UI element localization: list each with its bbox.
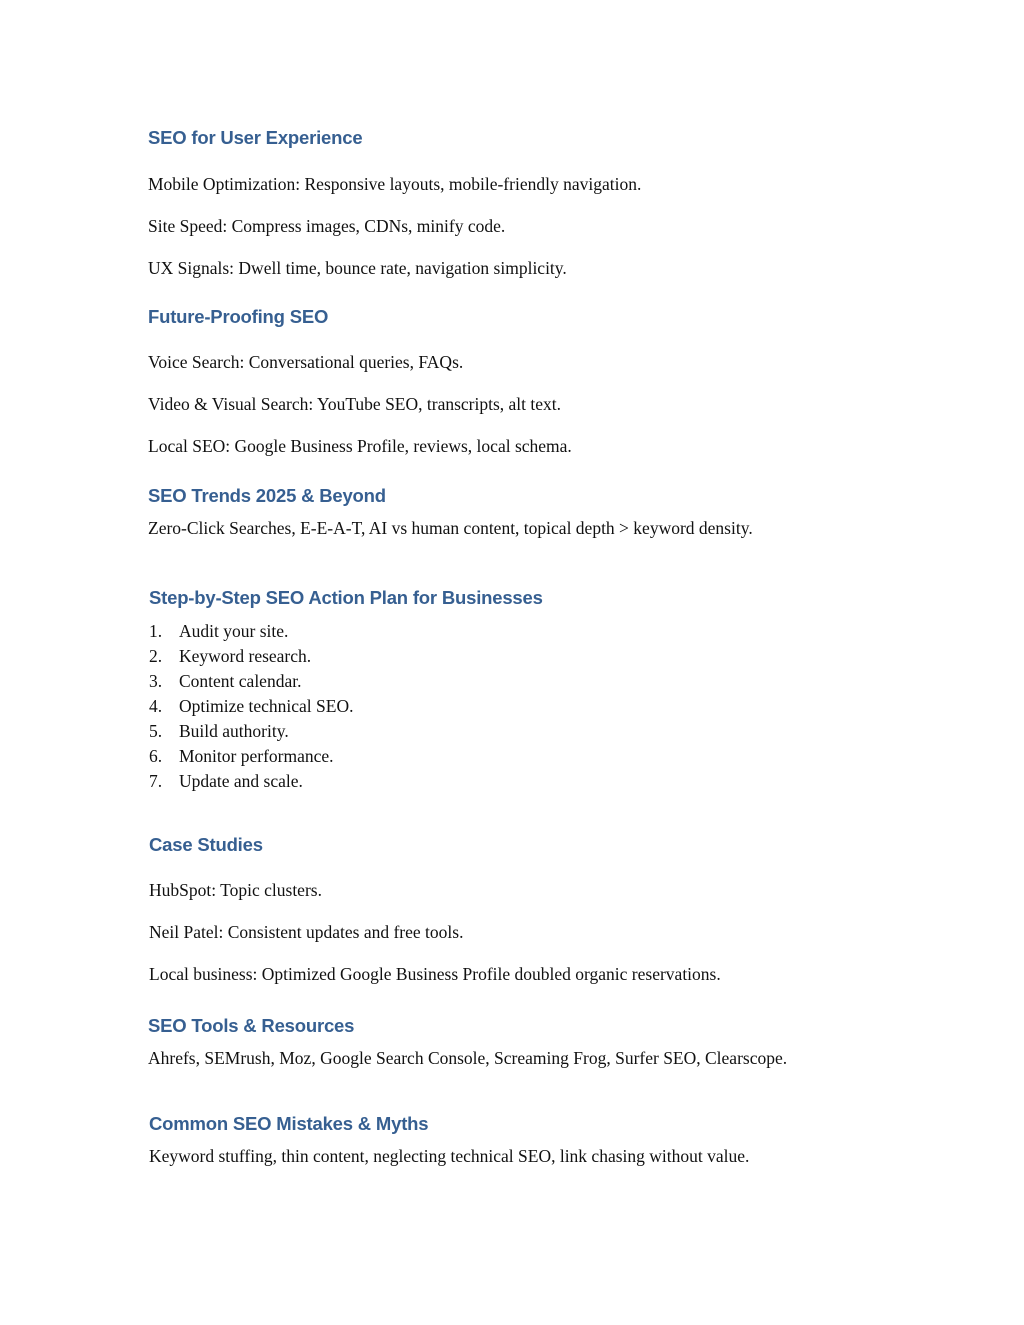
paragraph: Mobile Optimization: Responsive layouts, mobile-friendly navigation. [148, 174, 642, 194]
list-item [149, 770, 303, 792]
heading-seo-user-experience: SEO for User Experience [148, 127, 363, 148]
list-number: 1. [149, 621, 163, 641]
heading-common-mistakes: Common SEO Mistakes & Myths [149, 1113, 429, 1134]
list-number: 7. [149, 771, 163, 791]
list-number: 5. [149, 721, 163, 741]
list-item [149, 670, 301, 692]
heading-case-studies: Case Studies [149, 834, 263, 855]
list-number: 3. [149, 671, 163, 691]
list-text: Optimize technical SEO. [179, 696, 354, 716]
paragraph: Local SEO: Google Business Profile, reviews, local schema. [148, 436, 572, 456]
list-text: Audit your site. [179, 621, 289, 641]
list-text: Build authority. [179, 721, 289, 741]
list-number: 6. [149, 746, 163, 766]
paragraph: Neil Patel: Consistent updates and free tools. [149, 922, 464, 942]
heading-future-proofing: Future-Proofing SEO [148, 306, 329, 327]
paragraph: Video & Visual Search: YouTube SEO, transcripts, alt text. [148, 394, 562, 414]
heading-seo-trends: SEO Trends 2025 & Beyond [148, 485, 386, 506]
paragraph: UX Signals: Dwell time, bounce rate, navigation simplicity. [148, 258, 567, 278]
paragraph: Keyword stuffing, thin content, neglecting technical SEO, link chasing without value. [149, 1146, 750, 1166]
paragraph: Local business: Optimized Google Business Profile doubled organic reservations. [149, 964, 721, 984]
list-number: 2. [149, 646, 163, 666]
paragraph: Ahrefs, SEMrush, Moz, Google Search Console, Screaming Frog, Surfer SEO, Clearscope. [148, 1048, 788, 1068]
list-text: Update and scale. [179, 771, 303, 791]
paragraph: Zero-Click Searches, E-E-A-T, AI vs human content, topical depth > keyword density. [148, 518, 753, 538]
list-text: Content calendar. [179, 671, 302, 691]
heading-action-plan: Step-by-Step SEO Action Plan for Businesses [149, 587, 543, 608]
list-item [149, 645, 311, 667]
heading-seo-tools: SEO Tools & Resources [148, 1015, 355, 1036]
list-item [149, 720, 289, 742]
list-text: Keyword research. [179, 646, 312, 666]
list-item [149, 620, 288, 642]
paragraph: Voice Search: Conversational queries, FAQs. [148, 352, 464, 372]
paragraph: HubSpot: Topic clusters. [149, 880, 322, 900]
list-item [149, 695, 353, 717]
list-text: Monitor performance. [179, 746, 334, 766]
paragraph: Site Speed: Compress images, CDNs, minify code. [148, 216, 506, 236]
list-number: 4. [149, 696, 163, 716]
list-item [149, 745, 334, 767]
